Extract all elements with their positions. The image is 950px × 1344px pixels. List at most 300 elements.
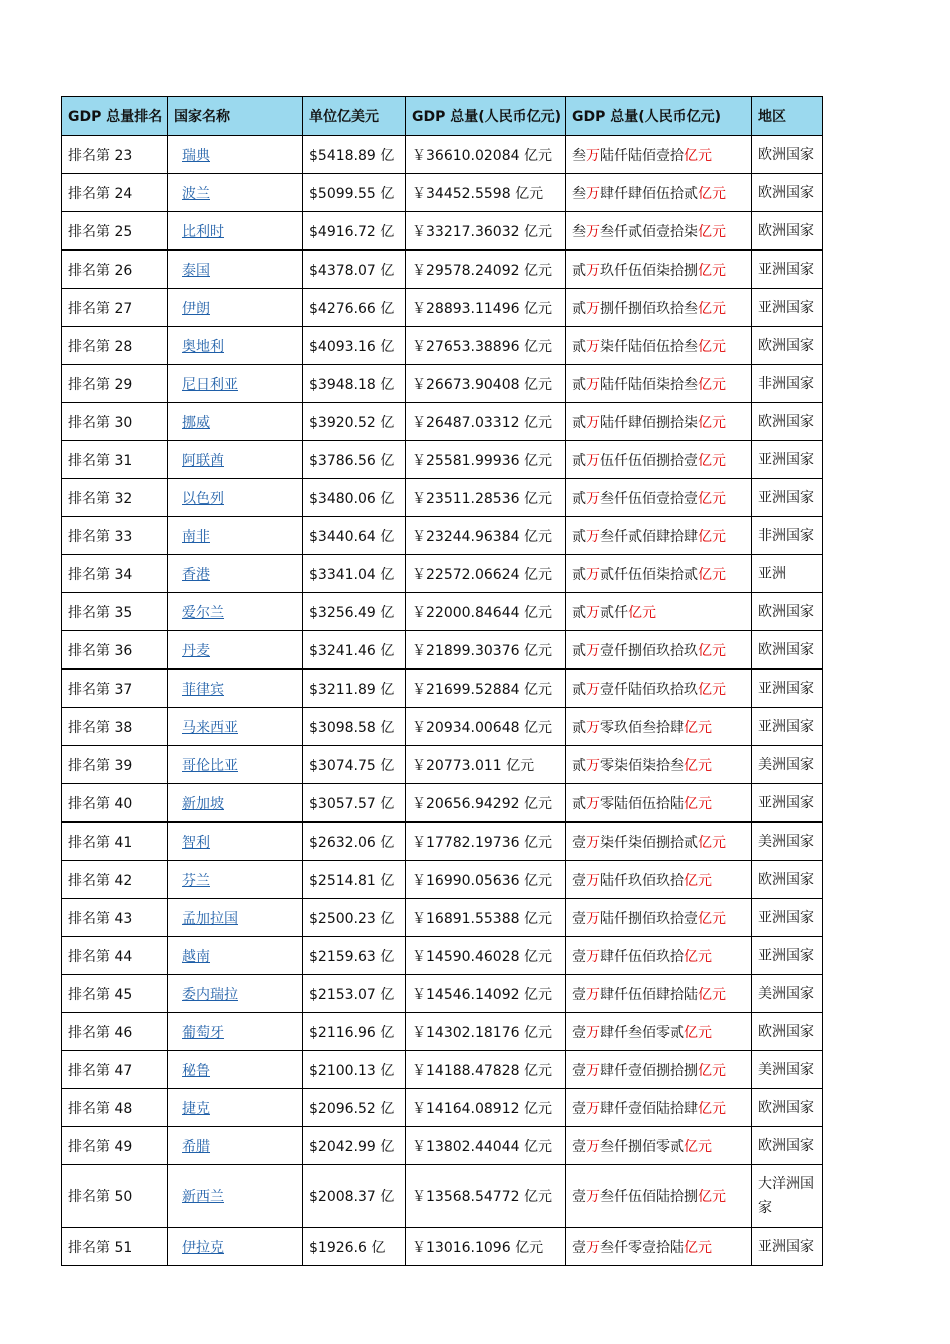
rmb-chinese-cell <box>566 555 752 593</box>
country-link[interactable]: 比利时 <box>182 223 224 240</box>
rmb-chinese-rest: 肆仟伍佰玖拾 <box>600 948 684 965</box>
country-link[interactable]: 丹麦 <box>182 642 210 659</box>
usd-cell: $2116.96 亿 <box>303 1013 406 1051</box>
usd-cell: $5418.89 亿 <box>303 136 406 174</box>
header-region: 地区 <box>752 97 823 136</box>
rmb-cell: ￥29578.24092 亿元 <box>406 250 566 289</box>
rmb-cell: ￥13016.1096 亿元 <box>406 1228 566 1266</box>
rmb-chinese-cell <box>566 631 752 670</box>
table-row <box>62 746 823 784</box>
usd-cell: $4276.66 亿 <box>303 289 406 327</box>
rmb-chinese-wan: 万 <box>586 948 600 965</box>
country-cell <box>168 708 303 746</box>
usd-cell: $3074.75 亿 <box>303 746 406 784</box>
rmb-chinese-unit: 亿元 <box>698 185 726 202</box>
rmb-cell: ￥20656.94292 亿元 <box>406 784 566 823</box>
table-row <box>62 1127 823 1165</box>
rmb-cell: ￥33217.36032 亿元 <box>406 212 566 251</box>
rmb-cell: ￥34452.5598 亿元 <box>406 174 566 212</box>
table-row <box>62 327 823 365</box>
rmb-cell: ￥16990.05636 亿元 <box>406 861 566 899</box>
rmb-chinese-cell <box>566 479 752 517</box>
rank-cell: 排名第 23 <box>62 136 168 174</box>
country-cell <box>168 250 303 289</box>
rmb-chinese-wan: 万 <box>586 757 600 774</box>
region-cell: 亚洲国家 <box>752 441 823 479</box>
rmb-chinese-lead: 壹 <box>572 872 586 889</box>
rmb-chinese-wan: 万 <box>586 1189 600 1205</box>
region-cell: 亚洲国家 <box>752 1228 823 1266</box>
rmb-cell: ￥28893.11496 亿元 <box>406 289 566 327</box>
rmb-chinese-cell <box>566 212 752 251</box>
country-link[interactable]: 委内瑞拉 <box>182 986 238 1003</box>
rank-cell: 排名第 46 <box>62 1013 168 1051</box>
rmb-chinese-lead: 叁 <box>572 147 586 164</box>
rmb-chinese-wan: 万 <box>586 414 600 431</box>
rmb-chinese-rest: 贰仟伍佰柒拾贰 <box>600 566 698 583</box>
country-cell <box>168 631 303 670</box>
country-cell <box>168 1013 303 1051</box>
rmb-chinese-cell <box>566 1013 752 1051</box>
country-link[interactable]: 挪威 <box>182 414 210 431</box>
rmb-chinese-cell <box>566 403 752 441</box>
usd-cell: $3057.57 亿 <box>303 784 406 823</box>
rmb-chinese-unit: 亿元 <box>698 490 726 507</box>
rmb-chinese-cell <box>566 784 752 823</box>
rmb-cell: ￥21699.52884 亿元 <box>406 669 566 708</box>
usd-cell: $3948.18 亿 <box>303 365 406 403</box>
country-link[interactable]: 新加坡 <box>182 795 224 812</box>
country-link[interactable]: 以色列 <box>182 490 224 507</box>
table-row <box>62 1013 823 1051</box>
country-cell <box>168 593 303 631</box>
country-link[interactable]: 马来西亚 <box>182 719 238 736</box>
rmb-chinese-cell <box>566 174 752 212</box>
country-link[interactable]: 伊朗 <box>182 300 210 317</box>
rmb-chinese-lead: 壹 <box>572 986 586 1003</box>
region-cell: 欧洲国家 <box>752 1013 823 1051</box>
rmb-chinese-unit: 亿元 <box>684 147 712 164</box>
rank-cell: 排名第 24 <box>62 174 168 212</box>
country-cell <box>168 975 303 1013</box>
rmb-cell: ￥17782.19736 亿元 <box>406 822 566 861</box>
region-cell: 美洲国家 <box>752 746 823 784</box>
region-cell: 美洲国家 <box>752 1051 823 1089</box>
rank-cell: 排名第 45 <box>62 975 168 1013</box>
rank-cell: 排名第 42 <box>62 861 168 899</box>
country-cell <box>168 136 303 174</box>
header-rmb: GDP 总量(人民币亿元) <box>406 97 566 136</box>
region-cell: 大洋洲国家 <box>752 1165 823 1228</box>
usd-cell: $2096.52 亿 <box>303 1089 406 1127</box>
rmb-chinese-cell <box>566 861 752 899</box>
rmb-chinese-rest: 零陆佰伍拾陆 <box>600 795 684 812</box>
rmb-chinese-wan: 万 <box>586 681 600 698</box>
rmb-chinese-rest: 零柒佰柒拾叁 <box>600 757 684 774</box>
rmb-chinese-lead: 壹 <box>572 910 586 927</box>
country-cell <box>168 365 303 403</box>
rmb-chinese-wan: 万 <box>586 490 600 507</box>
country-link[interactable]: 葡萄牙 <box>182 1024 224 1041</box>
rmb-chinese-unit: 亿元 <box>684 872 712 889</box>
table-row <box>62 899 823 937</box>
rmb-cell: ￥16891.55388 亿元 <box>406 899 566 937</box>
country-cell <box>168 1051 303 1089</box>
rank-cell: 排名第 28 <box>62 327 168 365</box>
table-row <box>62 174 823 212</box>
country-link[interactable]: 新西兰 <box>182 1189 224 1205</box>
country-cell <box>168 555 303 593</box>
table-row <box>62 250 823 289</box>
rmb-chinese-rest: 叁仟贰佰肆拾肆 <box>600 528 698 545</box>
rmb-chinese-cell <box>566 899 752 937</box>
country-link[interactable]: 阿联酋 <box>182 452 224 469</box>
table-row <box>62 708 823 746</box>
header-rmb-chinese: GDP 总量(人民币亿元) <box>566 97 752 136</box>
region-cell: 亚洲国家 <box>752 250 823 289</box>
country-cell <box>168 289 303 327</box>
rmb-chinese-unit: 亿元 <box>698 642 726 659</box>
rank-cell: 排名第 29 <box>62 365 168 403</box>
rmb-chinese-cell <box>566 708 752 746</box>
rmb-chinese-cell <box>566 289 752 327</box>
rmb-chinese-unit: 亿元 <box>698 376 726 393</box>
country-link[interactable]: 哥伦比亚 <box>182 757 238 774</box>
rmb-chinese-unit: 亿元 <box>698 1062 726 1079</box>
rmb-chinese-lead: 贰 <box>572 795 586 812</box>
rmb-chinese-wan: 万 <box>586 1024 600 1041</box>
rmb-chinese-unit: 亿元 <box>698 566 726 583</box>
rmb-chinese-cell <box>566 746 752 784</box>
rmb-chinese-rest: 捌仟捌佰玖拾叁 <box>600 300 698 317</box>
country-cell <box>168 441 303 479</box>
rmb-chinese-unit: 亿元 <box>698 1189 726 1205</box>
usd-cell: $4378.07 亿 <box>303 250 406 289</box>
table-row <box>62 784 823 823</box>
header-row <box>62 97 823 136</box>
rmb-chinese-unit: 亿元 <box>684 757 712 774</box>
region-cell: 美洲国家 <box>752 975 823 1013</box>
rmb-chinese-cell <box>566 441 752 479</box>
rank-cell: 排名第 37 <box>62 669 168 708</box>
region-cell: 亚洲国家 <box>752 669 823 708</box>
usd-cell: $3241.46 亿 <box>303 631 406 670</box>
table-row <box>62 441 823 479</box>
usd-cell: $2159.63 亿 <box>303 937 406 975</box>
country-cell <box>168 327 303 365</box>
rmb-chinese-unit: 亿元 <box>684 1024 712 1041</box>
rmb-cell: ￥36610.02084 亿元 <box>406 136 566 174</box>
rmb-chinese-lead: 贰 <box>572 719 586 736</box>
table-row <box>62 136 823 174</box>
region-cell: 非洲国家 <box>752 517 823 555</box>
country-cell <box>168 822 303 861</box>
gdp-ranking-table <box>61 96 823 1266</box>
rmb-chinese-lead: 贰 <box>572 757 586 774</box>
region-cell: 亚洲国家 <box>752 937 823 975</box>
rmb-cell: ￥27653.38896 亿元 <box>406 327 566 365</box>
rmb-chinese-lead: 壹 <box>572 1189 586 1205</box>
usd-cell: $5099.55 亿 <box>303 174 406 212</box>
table-row <box>62 631 823 670</box>
rmb-chinese-wan: 万 <box>586 338 600 355</box>
usd-cell: $3920.52 亿 <box>303 403 406 441</box>
usd-cell: $2042.99 亿 <box>303 1127 406 1165</box>
rmb-cell: ￥14188.47828 亿元 <box>406 1051 566 1089</box>
rmb-chinese-cell <box>566 1051 752 1089</box>
rmb-chinese-rest: 壹仟捌佰玖拾玖 <box>600 642 698 659</box>
country-link[interactable]: 智利 <box>182 834 210 851</box>
rmb-chinese-lead: 壹 <box>572 1138 586 1155</box>
rmb-chinese-unit: 亿元 <box>628 604 656 621</box>
country-link[interactable]: 伊拉克 <box>182 1239 224 1256</box>
rank-cell: 排名第 48 <box>62 1089 168 1127</box>
rmb-chinese-cell <box>566 975 752 1013</box>
rank-cell: 排名第 49 <box>62 1127 168 1165</box>
country-cell <box>168 1228 303 1266</box>
rmb-chinese-lead: 壹 <box>572 1024 586 1041</box>
country-cell <box>168 403 303 441</box>
region-cell: 欧洲国家 <box>752 631 823 670</box>
rmb-chinese-wan: 万 <box>586 223 600 240</box>
rmb-cell: ￥22572.06624 亿元 <box>406 555 566 593</box>
country-cell <box>168 899 303 937</box>
rmb-chinese-rest: 贰仟 <box>600 604 628 621</box>
country-cell <box>168 1089 303 1127</box>
usd-cell: $3256.49 亿 <box>303 593 406 631</box>
rmb-chinese-lead: 贰 <box>572 414 586 431</box>
rmb-chinese-unit: 亿元 <box>684 1138 712 1155</box>
rmb-chinese-unit: 亿元 <box>698 452 726 469</box>
rmb-chinese-rest: 肆仟壹佰陆拾肆 <box>600 1100 698 1117</box>
country-link[interactable]: 泰国 <box>182 262 210 279</box>
table-row <box>62 822 823 861</box>
rmb-chinese-cell <box>566 1228 752 1266</box>
table-row <box>62 1051 823 1089</box>
table-row <box>62 1228 823 1266</box>
country-cell <box>168 212 303 251</box>
country-cell <box>168 517 303 555</box>
rmb-chinese-wan: 万 <box>586 1138 600 1155</box>
rmb-chinese-lead: 贰 <box>572 681 586 698</box>
rmb-chinese-rest: 伍仟伍佰捌拾壹 <box>600 452 698 469</box>
rmb-cell: ￥14302.18176 亿元 <box>406 1013 566 1051</box>
rmb-chinese-unit: 亿元 <box>698 834 726 851</box>
usd-cell: $2500.23 亿 <box>303 899 406 937</box>
usd-cell: $3480.06 亿 <box>303 479 406 517</box>
table-row <box>62 365 823 403</box>
rmb-cell: ￥14590.46028 亿元 <box>406 937 566 975</box>
usd-cell: $4093.16 亿 <box>303 327 406 365</box>
rmb-chinese-cell <box>566 1127 752 1165</box>
rmb-chinese-cell <box>566 1089 752 1127</box>
rmb-chinese-lead: 壹 <box>572 1062 586 1079</box>
rank-cell: 排名第 36 <box>62 631 168 670</box>
usd-cell: $2632.06 亿 <box>303 822 406 861</box>
rmb-chinese-rest: 叁仟伍佰壹拾壹 <box>600 490 698 507</box>
country-link[interactable]: 波兰 <box>182 185 210 202</box>
rmb-chinese-lead: 叁 <box>572 185 586 202</box>
rmb-chinese-lead: 壹 <box>572 834 586 851</box>
table-row <box>62 593 823 631</box>
rmb-chinese-wan: 万 <box>586 566 600 583</box>
region-cell: 欧洲国家 <box>752 1127 823 1165</box>
country-link[interactable]: 芬兰 <box>182 872 210 889</box>
region-cell: 亚洲国家 <box>752 708 823 746</box>
rmb-cell: ￥26673.90408 亿元 <box>406 365 566 403</box>
table-row <box>62 555 823 593</box>
rmb-chinese-wan: 万 <box>586 642 600 659</box>
country-link[interactable]: 尼日利亚 <box>182 376 238 393</box>
country-link[interactable]: 捷克 <box>182 1100 210 1117</box>
rank-cell: 排名第 51 <box>62 1228 168 1266</box>
usd-cell: $2100.13 亿 <box>303 1051 406 1089</box>
rmb-chinese-rest: 柒仟柒佰捌拾贰 <box>600 834 698 851</box>
rmb-chinese-cell <box>566 937 752 975</box>
country-link[interactable]: 希腊 <box>182 1138 210 1155</box>
rank-cell: 排名第 41 <box>62 822 168 861</box>
rmb-chinese-cell <box>566 593 752 631</box>
rmb-chinese-unit: 亿元 <box>698 681 726 698</box>
rmb-chinese-unit: 亿元 <box>684 948 712 965</box>
rmb-chinese-unit: 亿元 <box>698 414 726 431</box>
rmb-cell: ￥20773.011 亿元 <box>406 746 566 784</box>
rmb-chinese-lead: 贰 <box>572 642 586 659</box>
region-cell: 欧洲国家 <box>752 174 823 212</box>
rmb-chinese-cell <box>566 822 752 861</box>
usd-cell: $3211.89 亿 <box>303 669 406 708</box>
region-cell: 美洲国家 <box>752 822 823 861</box>
rmb-cell: ￥14164.08912 亿元 <box>406 1089 566 1127</box>
region-cell: 亚洲国家 <box>752 899 823 937</box>
country-link[interactable]: 秘鲁 <box>182 1062 210 1079</box>
rmb-cell: ￥14546.14092 亿元 <box>406 975 566 1013</box>
country-cell <box>168 784 303 823</box>
country-link[interactable]: 越南 <box>182 948 210 965</box>
region-cell: 亚洲国家 <box>752 289 823 327</box>
rmb-chinese-rest: 柒仟陆佰伍拾叁 <box>600 338 698 355</box>
region-cell: 亚洲国家 <box>752 479 823 517</box>
rmb-chinese-wan: 万 <box>586 147 600 164</box>
table-row <box>62 289 823 327</box>
rmb-chinese-rest: 陆仟陆佰壹拾 <box>600 147 684 164</box>
country-cell <box>168 479 303 517</box>
rmb-chinese-cell <box>566 250 752 289</box>
rmb-chinese-lead: 壹 <box>572 948 586 965</box>
usd-cell: $3341.04 亿 <box>303 555 406 593</box>
rmb-chinese-cell <box>566 327 752 365</box>
region-cell: 亚洲 <box>752 555 823 593</box>
rmb-chinese-cell <box>566 136 752 174</box>
rmb-chinese-lead: 贰 <box>572 376 586 393</box>
rank-cell: 排名第 35 <box>62 593 168 631</box>
rank-cell: 排名第 34 <box>62 555 168 593</box>
rmb-chinese-unit: 亿元 <box>698 223 726 240</box>
country-link[interactable]: 奥地利 <box>182 338 224 355</box>
rmb-chinese-rest: 叁仟捌佰零贰 <box>600 1138 684 1155</box>
usd-cell: $3440.64 亿 <box>303 517 406 555</box>
rmb-chinese-rest: 陆仟陆佰柒拾叁 <box>600 376 698 393</box>
rmb-chinese-wan: 万 <box>586 872 600 889</box>
rmb-chinese-wan: 万 <box>586 834 600 851</box>
rank-cell: 排名第 44 <box>62 937 168 975</box>
table-row <box>62 937 823 975</box>
table-row <box>62 1165 823 1228</box>
usd-cell: $2514.81 亿 <box>303 861 406 899</box>
rank-cell: 排名第 39 <box>62 746 168 784</box>
rmb-cell: ￥20934.00648 亿元 <box>406 708 566 746</box>
rmb-chinese-lead: 贰 <box>572 566 586 583</box>
rmb-chinese-unit: 亿元 <box>698 262 726 279</box>
rmb-chinese-lead: 贰 <box>572 452 586 469</box>
country-cell <box>168 1127 303 1165</box>
rmb-cell: ￥13802.44044 亿元 <box>406 1127 566 1165</box>
rank-cell: 排名第 47 <box>62 1051 168 1089</box>
rank-cell: 排名第 31 <box>62 441 168 479</box>
rmb-chinese-wan: 万 <box>586 1100 600 1117</box>
rmb-chinese-cell <box>566 517 752 555</box>
rank-cell: 排名第 38 <box>62 708 168 746</box>
rmb-chinese-wan: 万 <box>586 719 600 736</box>
header-rank: GDP 总量排名 <box>62 97 168 136</box>
rmb-chinese-wan: 万 <box>586 910 600 927</box>
rmb-chinese-rest: 肆仟伍佰肆拾陆 <box>600 986 698 1003</box>
region-cell: 欧洲国家 <box>752 212 823 251</box>
rmb-chinese-wan: 万 <box>586 1239 600 1256</box>
usd-cell: $1926.6 亿 <box>303 1228 406 1266</box>
country-link[interactable]: 香港 <box>182 566 210 583</box>
rmb-chinese-unit: 亿元 <box>698 528 726 545</box>
rmb-cell: ￥22000.84644 亿元 <box>406 593 566 631</box>
country-cell <box>168 746 303 784</box>
rank-cell: 排名第 32 <box>62 479 168 517</box>
rmb-chinese-wan: 万 <box>586 528 600 545</box>
header-country: 国家名称 <box>168 97 303 136</box>
region-cell: 欧洲国家 <box>752 327 823 365</box>
rank-cell: 排名第 40 <box>62 784 168 823</box>
rmb-chinese-unit: 亿元 <box>698 300 726 317</box>
rmb-chinese-unit: 亿元 <box>698 910 726 927</box>
rmb-chinese-rest: 陆仟肆佰捌拾柒 <box>600 414 698 431</box>
header-usd: 单位亿美元 <box>303 97 406 136</box>
country-cell <box>168 669 303 708</box>
usd-cell: $4916.72 亿 <box>303 212 406 251</box>
country-link[interactable]: 爱尔兰 <box>182 604 224 621</box>
rmb-chinese-rest: 叁仟伍佰陆拾捌 <box>600 1189 698 1205</box>
rmb-chinese-rest: 肆仟叁佰零贰 <box>600 1024 684 1041</box>
rmb-chinese-rest: 叁仟零壹拾陆 <box>600 1239 684 1256</box>
rmb-chinese-unit: 亿元 <box>698 1100 726 1117</box>
rmb-chinese-unit: 亿元 <box>698 338 726 355</box>
country-link[interactable]: 南非 <box>182 528 210 545</box>
rmb-cell: ￥23244.96384 亿元 <box>406 517 566 555</box>
rmb-chinese-wan: 万 <box>586 795 600 812</box>
region-cell: 非洲国家 <box>752 365 823 403</box>
rmb-cell: ￥21899.30376 亿元 <box>406 631 566 670</box>
table-row <box>62 975 823 1013</box>
rmb-chinese-wan: 万 <box>586 986 600 1003</box>
rmb-chinese-lead: 贰 <box>572 604 586 621</box>
rank-cell: 排名第 27 <box>62 289 168 327</box>
rmb-chinese-wan: 万 <box>586 300 600 317</box>
country-link[interactable]: 菲律宾 <box>182 681 224 698</box>
rmb-chinese-rest: 叁仟贰佰壹拾柒 <box>600 223 698 240</box>
country-link[interactable]: 孟加拉国 <box>182 910 238 927</box>
rmb-chinese-rest: 玖仟伍佰柒拾捌 <box>600 262 698 279</box>
rmb-chinese-wan: 万 <box>586 376 600 393</box>
table-row <box>62 403 823 441</box>
country-link[interactable]: 瑞典 <box>182 147 210 164</box>
